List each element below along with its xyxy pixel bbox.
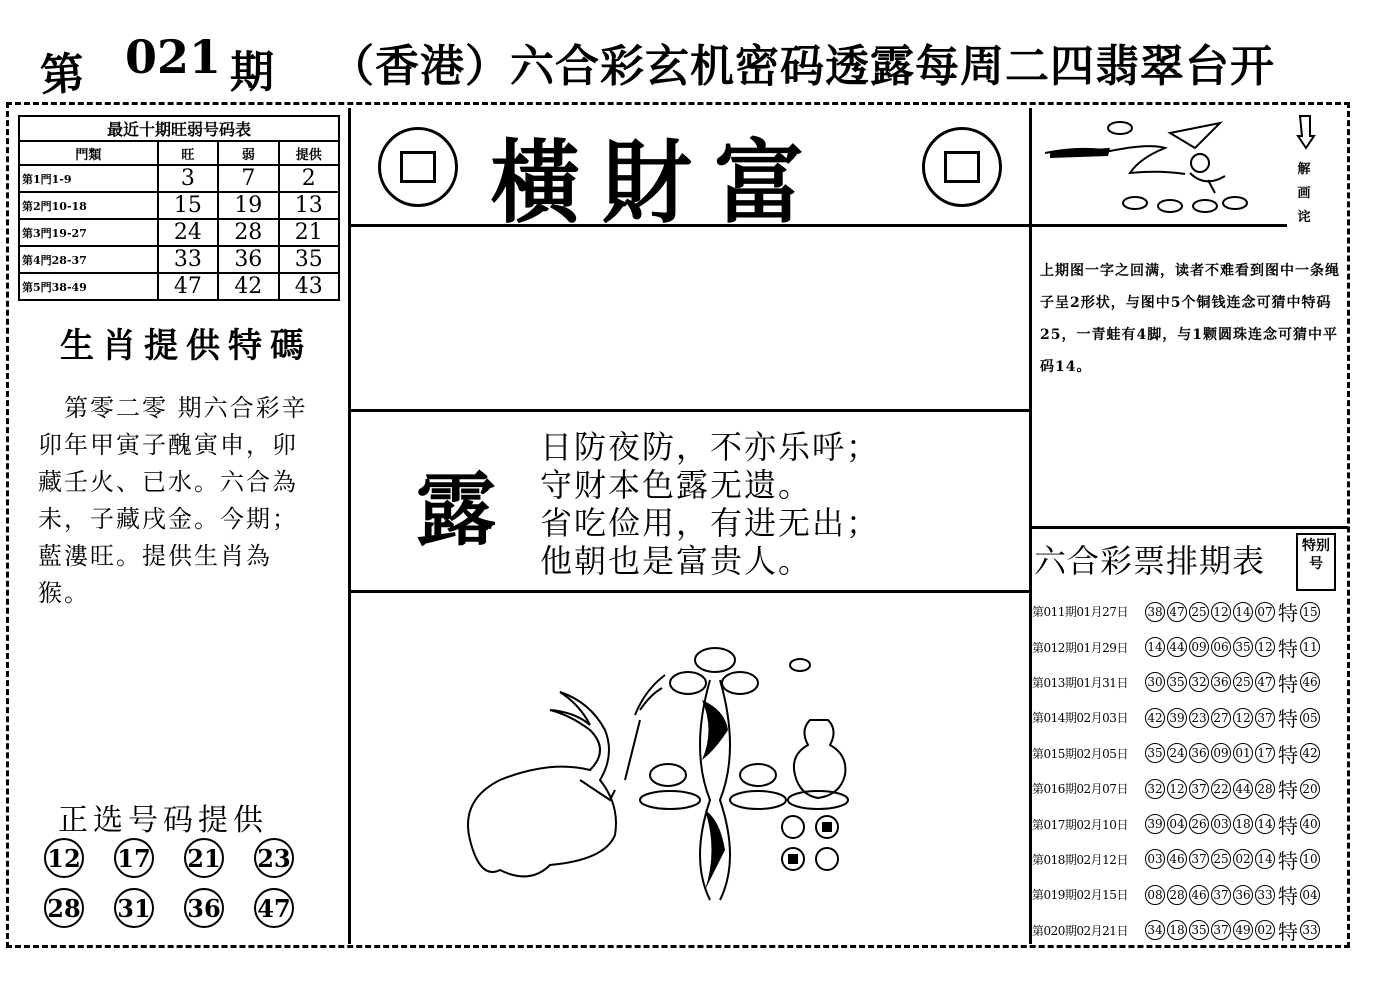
riddle-illustration <box>1040 118 1280 220</box>
draw-ball: 14 <box>1255 849 1275 869</box>
pick-cell: 21 <box>279 219 339 246</box>
special-number-tag: 特别号 <box>1296 533 1336 591</box>
column-header: 提供 <box>279 141 339 165</box>
draw-ball: 30 <box>1145 672 1165 692</box>
table-row <box>19 219 339 246</box>
pick-ball: 31 <box>114 888 154 928</box>
special-char: 特 <box>1278 884 1298 909</box>
poem-line: 日防夜防，不亦乐呼； <box>540 428 881 466</box>
draw-label: 第017期02月10日 <box>1032 817 1128 832</box>
draw-ball: 12 <box>1211 602 1231 622</box>
draw-ball: 01 <box>1233 743 1253 763</box>
draw-ball: 35 <box>1233 637 1253 657</box>
draw-ball: 24 <box>1167 743 1187 763</box>
hot-cell: 3 <box>158 165 218 192</box>
draw-label: 第015期02月05日 <box>1032 746 1128 761</box>
draw-ball: 26 <box>1189 814 1209 834</box>
banner-title: 橫財富 <box>490 130 826 236</box>
cold-cell: 19 <box>218 192 278 219</box>
schedule-row <box>1032 806 1342 841</box>
table-row <box>19 273 339 300</box>
group-cell: 第5門38-49 <box>19 273 158 300</box>
cold-cell: 28 <box>218 219 278 246</box>
draw-ball: 14 <box>1145 637 1165 657</box>
schedule-divider <box>1030 526 1348 529</box>
coin-icon <box>922 127 1002 207</box>
draw-ball: 47 <box>1255 672 1275 692</box>
special-ball: 33 <box>1300 920 1320 940</box>
draw-ball: 25 <box>1233 672 1253 692</box>
hot-cold-table <box>18 115 340 301</box>
draw-ball: 36 <box>1189 743 1209 763</box>
draw-ball: 03 <box>1145 849 1165 869</box>
schedule-row <box>1032 842 1342 877</box>
picks-grid <box>44 838 324 928</box>
hot-cell: 33 <box>158 246 218 273</box>
pick-cell: 13 <box>279 192 339 219</box>
draw-ball: 06 <box>1211 637 1231 657</box>
picks-heading: 正选号码提供 <box>58 803 268 838</box>
draw-ball: 03 <box>1211 814 1231 834</box>
poem-line: 守财本色露无遗。 <box>540 466 813 504</box>
draw-ball: 09 <box>1189 637 1209 657</box>
pick-cell: 43 <box>279 273 339 300</box>
blank-panel <box>351 227 1029 412</box>
draw-ball: 04 <box>1167 814 1187 834</box>
draw-ball: 27 <box>1211 708 1231 728</box>
draw-ball: 33 <box>1255 885 1275 905</box>
schedule-row <box>1032 736 1342 771</box>
issue-number: 021 <box>125 30 222 84</box>
poem-lines <box>540 428 880 580</box>
cold-cell: 42 <box>218 273 278 300</box>
hint-label: 解画诧 <box>1297 162 1311 225</box>
draw-ball: 09 <box>1211 743 1231 763</box>
special-char: 特 <box>1278 601 1298 626</box>
special-ball: 46 <box>1300 672 1320 692</box>
hot-cell: 15 <box>158 192 218 219</box>
zodiac-text: 第零二零 期六合彩辛卯年甲寅子醜寅申，卯藏壬火、已水。六合為未，子藏戌金。今期；藍漊旺。提供生肖為猴。 <box>38 394 308 607</box>
group-cell: 第1門1-9 <box>19 165 158 192</box>
draw-ball: 34 <box>1145 920 1165 940</box>
draw-label: 第012期01月29日 <box>1032 640 1128 655</box>
draw-ball: 07 <box>1255 602 1275 622</box>
draw-ball: 25 <box>1211 849 1231 869</box>
draw-ball: 22 <box>1211 779 1231 799</box>
draw-ball: 35 <box>1145 743 1165 763</box>
draw-ball: 12 <box>1255 637 1275 657</box>
special-ball: 10 <box>1300 849 1320 869</box>
schedule-row <box>1032 700 1342 735</box>
coin-icon <box>378 127 458 207</box>
draw-ball: 46 <box>1189 885 1209 905</box>
draw-ball: 32 <box>1145 779 1165 799</box>
draw-ball: 02 <box>1233 849 1253 869</box>
poem-line: 省吃俭用，有进无出； <box>540 504 881 542</box>
draw-label: 第019期02月15日 <box>1032 888 1128 903</box>
special-ball: 11 <box>1300 637 1320 657</box>
schedule-title: 六合彩票排期表 <box>1034 542 1266 580</box>
table-caption: 最近十期旺弱号码表 <box>19 116 339 141</box>
page-title: （香港）六合彩玄机密码透露每周二四翡翠台开 <box>330 41 1275 92</box>
poem-line: 他朝也是富贵人。 <box>540 542 813 580</box>
draw-label: 第013期01月31日 <box>1032 675 1128 690</box>
draw-ball: 37 <box>1189 779 1209 799</box>
table-row <box>19 246 339 273</box>
draw-ball: 44 <box>1167 637 1187 657</box>
draw-ball: 47 <box>1167 602 1187 622</box>
special-char: 特 <box>1278 742 1298 767</box>
schedule-row <box>1032 771 1342 806</box>
draw-ball: 32 <box>1189 672 1209 692</box>
draw-ball: 37 <box>1189 849 1209 869</box>
draw-ball: 18 <box>1233 814 1253 834</box>
special-ball: 05 <box>1300 708 1320 728</box>
special-char: 特 <box>1278 707 1298 732</box>
draw-label: 第018期02月12日 <box>1032 852 1128 867</box>
pick-cell: 35 <box>279 246 339 273</box>
pick-ball: 23 <box>254 838 294 878</box>
draw-label: 第016期02月07日 <box>1032 782 1128 797</box>
draw-ball: 46 <box>1167 849 1187 869</box>
draw-ball: 35 <box>1189 920 1209 940</box>
pick-ball: 36 <box>184 888 224 928</box>
table-row <box>19 165 339 192</box>
schedule-list <box>1032 594 1342 948</box>
draw-label: 第014期02月03日 <box>1032 711 1128 726</box>
hot-cell: 47 <box>158 273 218 300</box>
table-header-row <box>19 141 339 165</box>
group-cell: 第4門28-37 <box>19 246 158 273</box>
special-ball: 04 <box>1300 885 1320 905</box>
special-char: 特 <box>1278 636 1298 661</box>
schedule-row <box>1032 629 1342 664</box>
draw-ball: 23 <box>1189 708 1209 728</box>
draw-ball: 25 <box>1189 602 1209 622</box>
pick-ball: 21 <box>184 838 224 878</box>
draw-ball: 08 <box>1145 885 1165 905</box>
special-char: 特 <box>1278 919 1298 944</box>
group-cell: 第3門19-27 <box>19 219 158 246</box>
draw-ball: 12 <box>1167 779 1187 799</box>
draw-ball: 49 <box>1233 920 1253 940</box>
issue-prefix: 第 <box>38 47 88 102</box>
special-char: 特 <box>1278 778 1298 803</box>
pick-ball: 28 <box>44 888 84 928</box>
hint-explanation: 上期图一字之回满，读者不难看到图中一条绳子呈2形状，与图中5个铜钱连念可猜中特码25，一青蛙有4脚，与1颗圆珠连念可猜中平码14。 <box>1040 263 1340 375</box>
draw-ball: 28 <box>1167 885 1187 905</box>
pick-ball: 17 <box>114 838 154 878</box>
schedule-row <box>1032 913 1342 948</box>
group-cell: 第2門10-18 <box>19 192 158 219</box>
special-ball: 15 <box>1300 602 1320 622</box>
draw-ball: 36 <box>1233 885 1253 905</box>
rabbit-illustration <box>440 620 880 920</box>
draw-ball: 36 <box>1211 672 1231 692</box>
special-ball: 20 <box>1300 779 1320 799</box>
draw-ball: 39 <box>1145 814 1165 834</box>
draw-ball: 37 <box>1211 920 1231 940</box>
draw-ball: 28 <box>1255 779 1275 799</box>
draw-label: 第011期01月27日 <box>1032 605 1128 620</box>
draw-ball: 37 <box>1255 708 1275 728</box>
draw-label: 第020期02月21日 <box>1032 923 1128 938</box>
poem-big-char: 露 <box>416 463 496 557</box>
column-header: 弱 <box>218 141 278 165</box>
special-ball: 40 <box>1300 814 1320 834</box>
zodiac-heading: 生肖提供特碼 <box>60 326 312 366</box>
special-ball: 42 <box>1300 743 1320 763</box>
draw-ball: 42 <box>1145 708 1165 728</box>
schedule-row <box>1032 594 1342 629</box>
schedule-row <box>1032 877 1342 912</box>
draw-ball: 12 <box>1233 708 1253 728</box>
draw-ball: 38 <box>1145 602 1165 622</box>
draw-ball: 35 <box>1167 672 1187 692</box>
cold-cell: 36 <box>218 246 278 273</box>
pick-ball: 12 <box>44 838 84 878</box>
special-char: 特 <box>1278 813 1298 838</box>
draw-ball: 14 <box>1233 602 1253 622</box>
draw-ball: 14 <box>1255 814 1275 834</box>
pointing-hand-icon <box>1294 112 1318 152</box>
pick-cell: 2 <box>279 165 339 192</box>
draw-ball: 37 <box>1211 885 1231 905</box>
pick-ball: 47 <box>254 888 294 928</box>
column-header: 門類 <box>19 141 158 165</box>
special-char: 特 <box>1278 671 1298 696</box>
special-char: 特 <box>1278 848 1298 873</box>
draw-ball: 44 <box>1233 779 1253 799</box>
schedule-row <box>1032 665 1342 700</box>
issue-suffix: 期 <box>230 47 274 98</box>
table-row <box>19 192 339 219</box>
hot-cell: 24 <box>158 219 218 246</box>
draw-ball: 18 <box>1167 920 1187 940</box>
draw-ball: 39 <box>1167 708 1187 728</box>
column-header: 旺 <box>158 141 218 165</box>
draw-ball: 02 <box>1255 920 1275 940</box>
draw-ball: 17 <box>1255 743 1275 763</box>
cold-cell: 7 <box>218 165 278 192</box>
